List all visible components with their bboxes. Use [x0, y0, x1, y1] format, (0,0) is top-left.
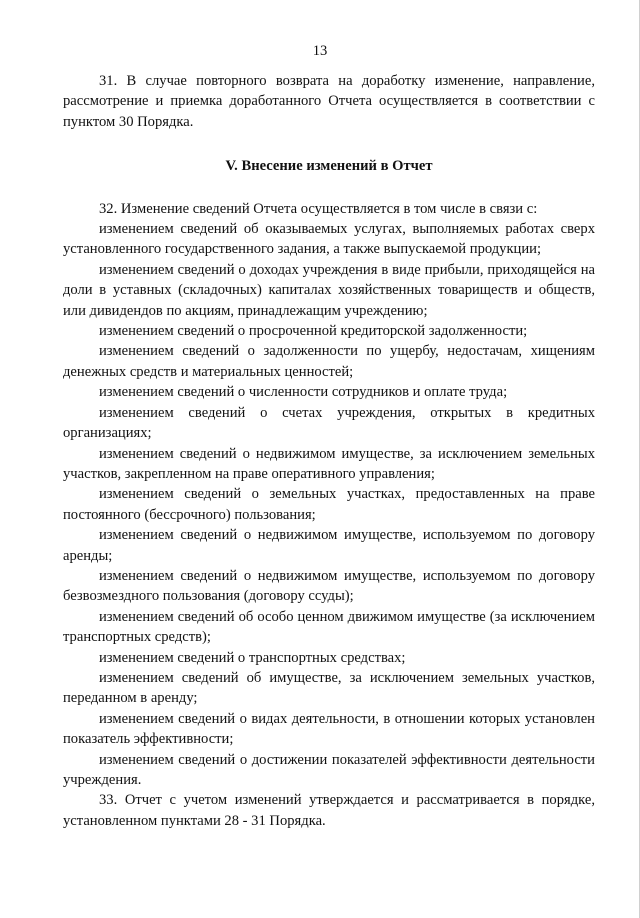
- list-item: изменением сведений об особо ценном движимом имуществе (за исключением транспортных средств);: [63, 608, 595, 646]
- list-item: изменением сведений о счетах учреждения, открытых в кредитных организациях;: [63, 404, 595, 442]
- paragraph-32-intro: 32. Изменение сведений Отчета осуществляется в том числе в связи с:: [99, 200, 538, 217]
- list-item: изменением сведений о просроченной кредиторской задолженности;: [99, 323, 528, 340]
- list-item: изменением сведений об имуществе, за исключением земельных участков, переданном в аренду;: [63, 669, 595, 707]
- list-item: изменением сведений о недвижимом имуществе, за исключением земельных участков, закрепленном на праве оперативного управления;: [63, 445, 595, 482]
- list-item: изменением сведений о видах деятельности, в отношении которых установлен показатель эффективности;: [63, 710, 595, 748]
- list-item: изменением сведений о доходах учреждения в виде прибыли, приходящейся на доли в уставных (складочных) капиталах хозяйственных товариществ и обществ, или дивидендов по акциям, принадлежащим учреждению;: [63, 261, 595, 319]
- list-item: изменением сведений о транспортных средствах;: [99, 649, 406, 666]
- list-item: изменением сведений об оказываемых услугах, выполняемых работах сверх установленного государственного задания, а также выпускаемой продукции;: [63, 221, 595, 258]
- list-item: изменением сведений о земельных участках, предоставленных на праве постоянного (бессрочного) пользования;: [63, 486, 595, 523]
- list-item: изменением сведений о недвижимом имуществе, используемом по договору аренды;: [63, 527, 595, 564]
- paragraph-31: 31. В случае повторного возврата на доработку изменение, направление, рассмотрение и приемка доработанного Отчета осуществляется в соответствии с пунктом 30 Порядка.: [63, 73, 595, 130]
- list-item: изменением сведений о достижении показателей эффективности деятельности учреждения.: [63, 751, 595, 788]
- page-number: 13: [312, 43, 328, 59]
- list-item: изменением сведений о задолженности по ущербу, недостачам, хищениям денежных средств и материальных ценностей;: [63, 343, 595, 380]
- document-body: [63, 71, 595, 831]
- paragraph-33: 33. Отчет с учетом изменений утверждается и рассматривается в порядке, установленном пунктами 28 - 31 Порядка.: [63, 792, 595, 829]
- section-heading: V. Внесение изменений в Отчет: [225, 158, 433, 175]
- list-item: изменением сведений о недвижимом имуществе, используемом по договору безвозмездного пользования (договору ссуды);: [63, 567, 595, 605]
- list-item: изменением сведений о численности сотрудников и оплате труда;: [99, 384, 508, 401]
